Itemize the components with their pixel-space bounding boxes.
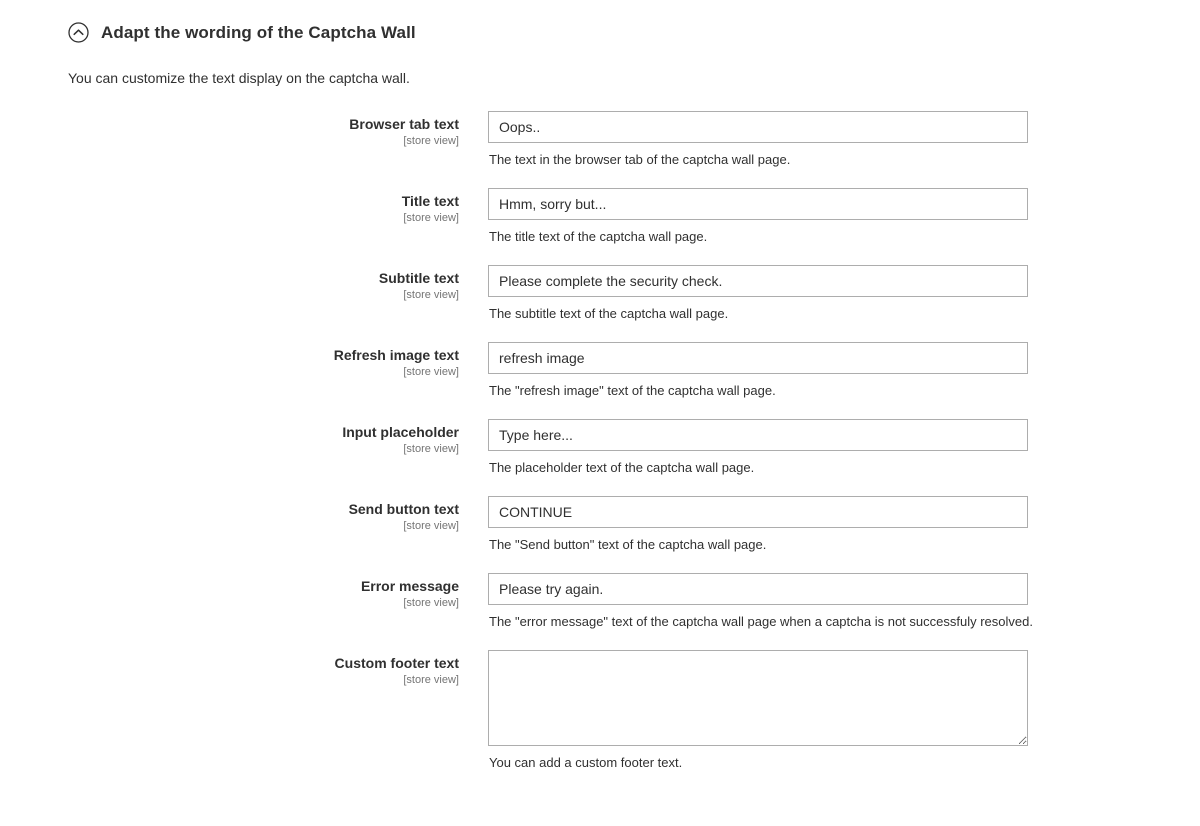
field-row [0, 342, 1200, 399]
input-placeholder-input[interactable] [488, 419, 1028, 451]
field-row [0, 111, 1200, 168]
browser-tab-text-input[interactable] [488, 111, 1028, 143]
field-label-group [0, 496, 474, 533]
field-help: The title text of the captcha wall page. [489, 229, 708, 244]
field-help: The placeholder text of the captcha wall page. [489, 460, 755, 475]
field-row [0, 573, 1200, 630]
field-input-group [474, 573, 1200, 630]
field-label: Send button text [348, 501, 459, 517]
field-help: The "error message" text of the captcha wall page when a captcha is not successfuly resolved. [489, 614, 1033, 629]
page-title: Adapt the wording of the Captcha Wall [101, 23, 416, 42]
field-scope: [store view] [403, 520, 459, 532]
field-label: Custom footer text [334, 655, 459, 671]
field-label-group [0, 188, 474, 225]
field-input-group [474, 419, 1200, 476]
section-header[interactable] [0, 0, 1200, 43]
field-input-group [474, 188, 1200, 245]
field-label: Title text [401, 193, 459, 209]
field-label: Subtitle text [378, 270, 459, 286]
field-label-group [0, 573, 474, 610]
field-row [0, 265, 1200, 322]
field-input-group [474, 650, 1200, 771]
field-help: The text in the browser tab of the captcha wall page. [489, 152, 791, 167]
field-scope: [store view] [403, 674, 459, 686]
field-row [0, 419, 1200, 476]
field-help: The "refresh image" text of the captcha wall page. [489, 383, 776, 398]
field-row [0, 650, 1200, 771]
field-label-group [0, 111, 474, 148]
custom-footer-text-textarea[interactable] [488, 650, 1028, 746]
title-text-input[interactable] [488, 188, 1028, 220]
field-help: You can add a custom footer text. [489, 755, 683, 770]
field-label: Input placeholder [342, 424, 459, 440]
field-help: The "Send button" text of the captcha wall page. [489, 537, 767, 552]
field-scope: [store view] [403, 366, 459, 378]
field-label-group [0, 342, 474, 379]
field-row [0, 188, 1200, 245]
field-help: The subtitle text of the captcha wall page. [489, 306, 729, 321]
field-scope: [store view] [403, 135, 459, 147]
field-label-group [0, 265, 474, 302]
wording-form [0, 111, 1200, 771]
field-scope: [store view] [403, 443, 459, 455]
field-input-group [474, 496, 1200, 553]
section-description: You can customize the text display on the captcha wall. [68, 70, 410, 86]
send-button-text-input[interactable] [488, 496, 1028, 528]
field-input-group [474, 342, 1200, 399]
field-label: Refresh image text [333, 347, 459, 363]
field-input-group [474, 265, 1200, 322]
field-label: Browser tab text [349, 116, 459, 132]
error-message-input[interactable] [488, 573, 1028, 605]
chevron-up-circle-icon[interactable] [68, 22, 89, 43]
field-row [0, 496, 1200, 553]
field-label-group [0, 419, 474, 456]
field-label-group [0, 650, 474, 687]
field-label: Error message [360, 578, 459, 594]
field-scope: [store view] [403, 597, 459, 609]
subtitle-text-input[interactable] [488, 265, 1028, 297]
refresh-image-text-input[interactable] [488, 342, 1028, 374]
field-scope: [store view] [403, 289, 459, 301]
field-input-group [474, 111, 1200, 168]
field-scope: [store view] [403, 212, 459, 224]
